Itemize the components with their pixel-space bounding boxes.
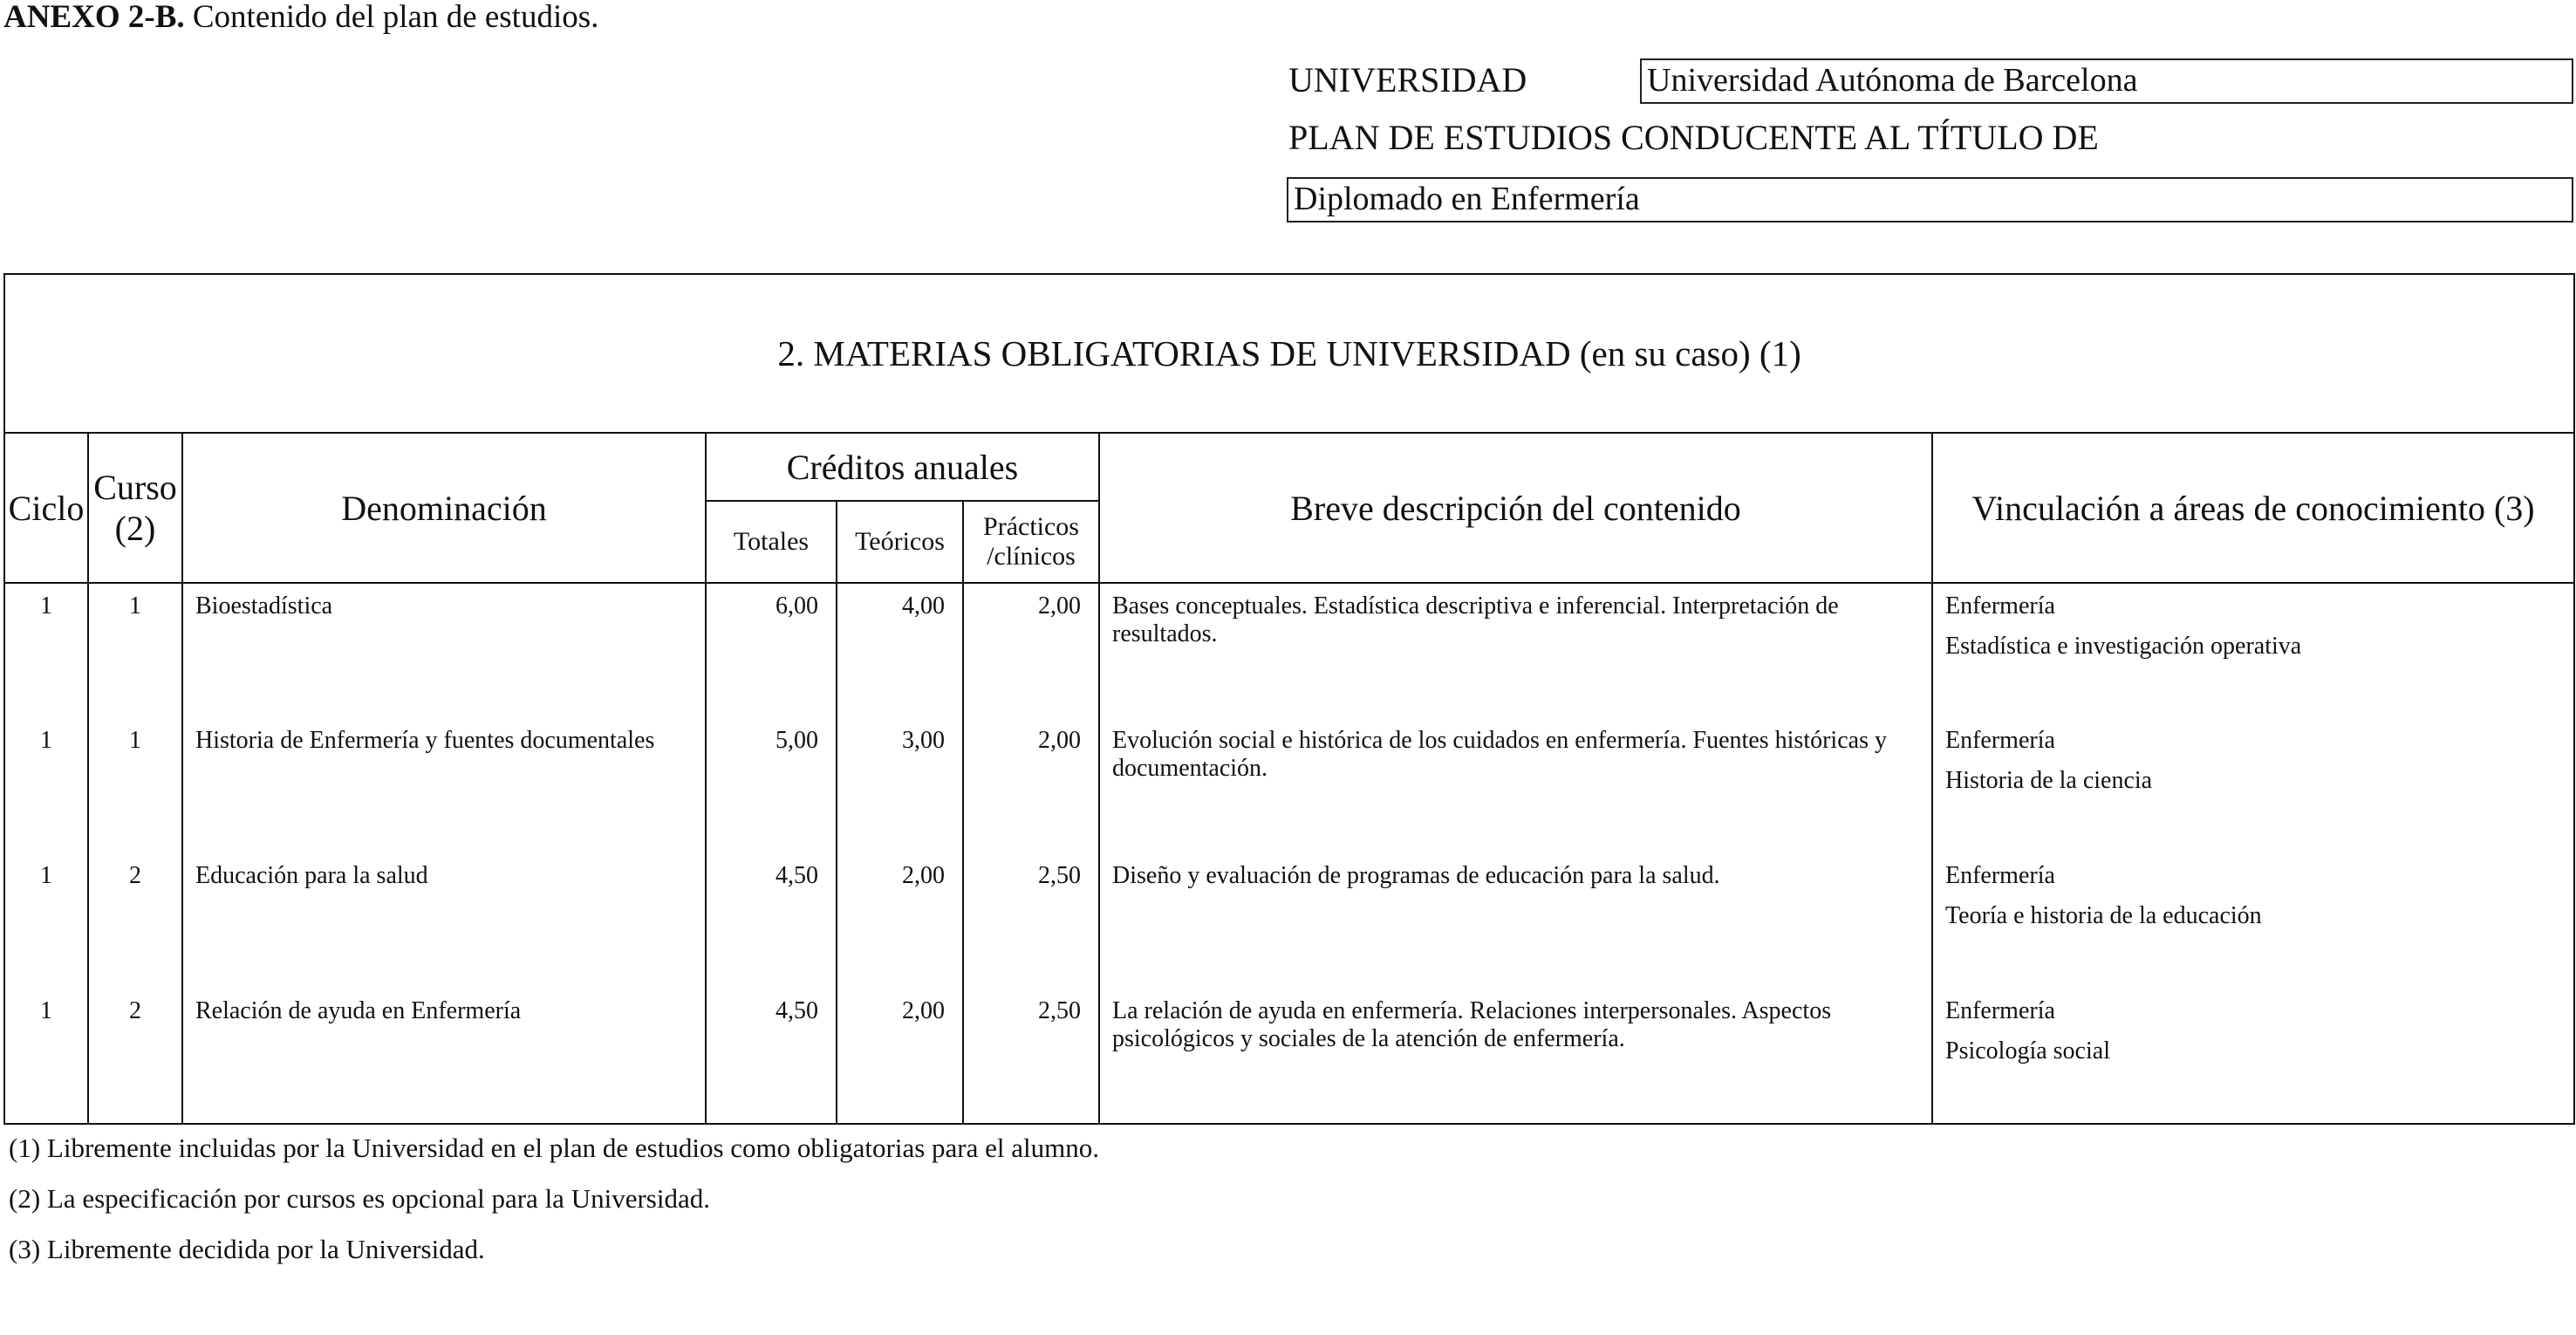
col-teoricos: Teóricos	[837, 501, 963, 583]
cell-teoricos: 2,00	[837, 853, 963, 989]
cell-ciclo: 1	[4, 989, 88, 1124]
titulo-value: Diplomado en Enfermería	[1287, 177, 2573, 222]
col-practicos	[963, 501, 1099, 583]
area-1: Enfermería	[1945, 862, 2055, 889]
cell-totales: 4,50	[706, 853, 837, 989]
cell-practicos: 2,50	[963, 853, 1099, 989]
annex-text: Contenido del plan de estudios.	[192, 0, 599, 35]
cell-curso: 2	[88, 853, 182, 989]
annex-label: ANEXO 2-B.	[3, 0, 185, 35]
cell-descripcion: Diseño y evaluación de programas de educación para la salud.	[1099, 853, 1932, 989]
footnote-2: (2) La especificación por cursos es opcional para la Universidad.	[9, 1183, 710, 1214]
plan-label: PLAN DE ESTUDIOS CONDUCENTE AL TÍTULO DE	[1288, 118, 2099, 157]
col-curso-note: (2)	[114, 509, 156, 548]
cell-vinculacion	[1932, 989, 2574, 1124]
cell-teoricos: 4,00	[837, 583, 963, 718]
materias-table	[3, 273, 2575, 1125]
area-1: Enfermería	[1945, 592, 2055, 620]
table-row	[4, 583, 2574, 718]
col-curso-label: Curso	[93, 468, 177, 507]
col-totales: Totales	[706, 501, 837, 583]
cell-ciclo: 1	[4, 583, 88, 718]
cell-practicos: 2,00	[963, 718, 1099, 853]
cell-vinculacion	[1932, 718, 2574, 853]
cell-practicos: 2,50	[963, 989, 1099, 1124]
col-ciclo: Ciclo	[4, 433, 88, 583]
col-creditos: Créditos anuales	[706, 433, 1099, 501]
cell-descripcion: Bases conceptuales. Estadística descriptiva e inferencial. Interpretación de resultados.	[1099, 583, 1932, 718]
cell-descripcion: La relación de ayuda en enfermería. Relaciones interpersonales. Aspectos psicológicos y sociales de la atención de enfermería.	[1099, 989, 1932, 1124]
annex-heading	[3, 0, 598, 36]
cell-curso: 1	[88, 718, 182, 853]
cell-denominacion: Relación de ayuda en Enfermería	[182, 989, 706, 1124]
table-row	[4, 718, 2574, 853]
footnote-3: (3) Libremente decidida por la Universidad.	[9, 1234, 485, 1264]
cell-teoricos: 2,00	[837, 989, 963, 1124]
cell-teoricos: 3,00	[837, 718, 963, 853]
universidad-value: Universidad Autónoma de Barcelona	[1640, 58, 2573, 104]
cell-curso: 2	[88, 989, 182, 1124]
cell-ciclo: 1	[4, 718, 88, 853]
cell-vinculacion	[1932, 583, 2574, 718]
cell-denominacion: Bioestadística	[182, 583, 706, 718]
col-denominacion: Denominación	[182, 433, 706, 583]
col-descripcion: Breve descripción del contenido	[1099, 433, 1932, 583]
table-row	[4, 989, 2574, 1124]
table-row	[4, 853, 2574, 989]
col-practicos-line2: /clínicos	[987, 542, 1076, 571]
cell-totales: 6,00	[706, 583, 837, 718]
universidad-label: UNIVERSIDAD	[1288, 60, 1527, 99]
col-vinculacion: Vinculación a áreas de conocimiento (3)	[1932, 433, 2574, 583]
cell-denominacion: Historia de Enfermería y fuentes documentales	[182, 718, 706, 853]
cell-denominacion: Educación para la salud	[182, 853, 706, 989]
cell-vinculacion	[1932, 853, 2574, 989]
cell-totales: 5,00	[706, 718, 837, 853]
cell-practicos: 2,00	[963, 583, 1099, 718]
footnote-1: (1) Libremente incluidas por la Universidad en el plan de estudios como obligatorias para el alumno.	[9, 1133, 1099, 1163]
col-practicos-line1: Prácticos	[983, 512, 1079, 541]
cell-ciclo: 1	[4, 853, 88, 989]
area-1: Enfermería	[1945, 727, 2055, 754]
col-curso	[88, 433, 182, 583]
area-2: Psicología social	[1945, 1037, 2110, 1065]
table-title: 2. MATERIAS OBLIGATORIAS DE UNIVERSIDAD (en su caso) (1)	[4, 274, 2574, 433]
cell-curso: 1	[88, 583, 182, 718]
cell-totales: 4,50	[706, 989, 837, 1124]
cell-descripcion: Evolución social e histórica de los cuidados en enfermería. Fuentes históricas y documentación.	[1099, 718, 1932, 853]
area-2: Historia de la ciencia	[1945, 767, 2153, 794]
area-2: Teoría e historia de la educación	[1945, 902, 2262, 929]
area-2: Estadística e investigación operativa	[1945, 633, 2302, 660]
area-1: Enfermería	[1945, 997, 2055, 1024]
